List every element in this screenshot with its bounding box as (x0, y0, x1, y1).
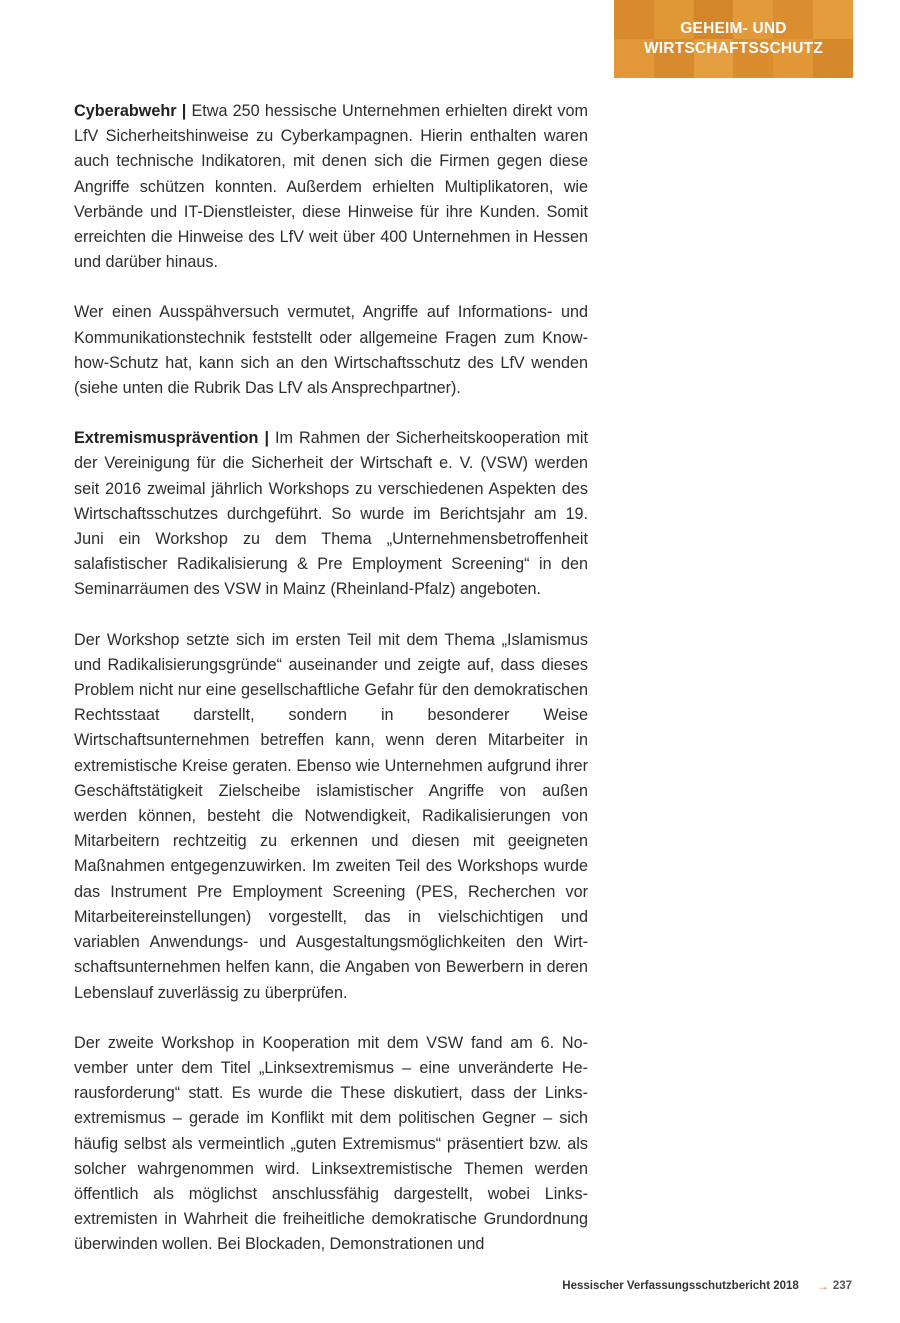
paragraph-text: Der Workshop setzte sich im ersten Teil mit dem Thema „Islamismus und Radikalisierungsgründe“ auseinander und zeigte auf, dass dieses Problem nicht nur eine gesellschaftliche Gefahr für den demokratischen Rechtsstaat darstellt, sondern in besonderer Weise Wirtschaftsunternehmen betreffen kann, wenn deren Mitarbeiter in extremistische Kreise geraten. Ebenso wie Unternehmen aufgrund ihrer Geschäftstätigkeit Zielscheibe islamistischer Angriffe von außen werden können, besteht die Notwendigkeit, Radikalisierungen von Mitarbeitern rechtzeitig zu erkennen und diesen mit geeigneten Maßnahmen entgegenzuwirken. Im zweiten Teil des Workshops wurde das Instrument Pre Employment Screening (PES, Recherchen vor Mitarbeitereinstellungen) vorgestellt, das in vielschichtigen und variablen Anwendungs- und Ausgestaltungsmöglichkeiten den Wirtschaftsunternehmen helfen kann, die Angaben von Bewerbern in deren Lebenslauf zuverlässig zu überprüfen. (74, 630, 588, 1002)
paragraph-contact (74, 300, 588, 401)
page-number: 237 (832, 1280, 852, 1292)
footer-report-title: Hessischer Verfassungsschutzbericht 2018 (562, 1280, 799, 1292)
paragraph-workshop-linksextremismus (74, 1031, 588, 1258)
paragraph-text: Etwa 250 hessische Unternehmen erhielten direkt vom LfV Sicherheitshinweise zu Cyberkampagnen. Hierin enthalten waren auch technische Indikatoren, mit denen sich die Firmen gegen diese Angriffe schützen konnten. Außerdem erhielten Multiplikatoren, wie Verbände und IT-Dienstleister, diese Hinweise für ihre Kunden. Somit erreichten die Hinweise des LfV weit über 400 Unternehmen in Hessen und darüber hinaus. (74, 102, 588, 272)
body-text (74, 99, 588, 1283)
section-tab-line2: WIRTSCHAFTSSCHUTZ (643, 40, 824, 57)
page-footer (562, 1279, 852, 1293)
paragraph-text: Der zweite Workshop in Kooperation mit dem VSW fand am 6. November unter dem Titel „Linksextremismus – eine unveränderte Herausforderung“ statt. Es wurde die These diskutiert, dass der Linksextremismus – gerade im Konflikt mit dem politischen Gegner – sich häufig selbst als vermeintlich „guten Extremismus“ präsentiert bzw. als solcher wahrgenommen wird. Linksextremistische Themen werden öffentlich als möglichst anschlussfähig dargestellt, wobei Linksextremisten in Wahrheit die freiheitliche demokratische Grundordnung überwinden wollen. Bei Blockaden, Demonstrationen und (74, 1033, 588, 1254)
paragraph-extremismuspraevention (74, 426, 588, 602)
paragraph-workshop-islamismus (74, 628, 588, 1006)
arrow-right-icon: → (816, 1279, 829, 1293)
section-tab (614, 0, 853, 78)
paragraph-cyberabwehr (74, 99, 588, 275)
paragraph-text: Im Rahmen der Sicherheitskooperation mit der Vereinigung für die Sicherheit der Wirtschaft e. V. (VSW) werden seit 2016 zweimal jährlich Workshops zu verschiedenen Aspekten des Wirtschaftsschutzes durchgeführt. So wurde im Berichtsjahr am 19. Juni ein Workshop zu dem Thema „Unternehmensbetroffenheit salafistischer Radikalisierung & Pre Employment Screening“ in den Seminarräumen des VSW in Mainz (Rheinland-Pfalz) angeboten. (74, 429, 588, 599)
paragraph-lead: Cyberabwehr | (74, 102, 187, 120)
paragraph-lead: Extremismusprävention | (74, 429, 269, 448)
paragraph-text: Wer einen Ausspähversuch vermutet, Angriffe auf Informations- und Kommunikationstechnik feststellt oder allgemeine Fragen zum Know-how-Schutz hat, kann sich an den Wirtschaftsschutz des LfV wenden (siehe unten die Rubrik Das LfV als Ansprechpartner). (74, 303, 588, 398)
section-tab-line1: GEHEIM- UND (680, 20, 787, 37)
